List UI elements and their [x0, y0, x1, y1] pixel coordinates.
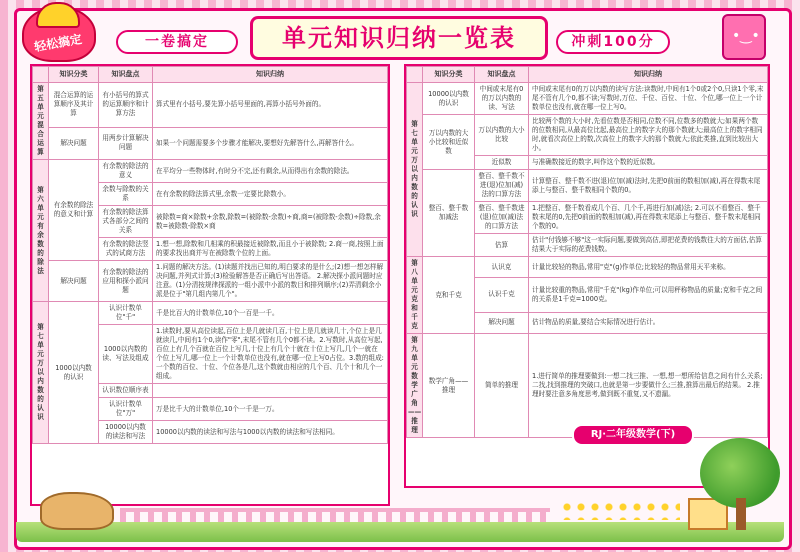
left-header-row	[33, 67, 388, 83]
header-point: 知识盘点	[475, 67, 529, 83]
table-row	[33, 302, 388, 325]
cube-mascot-icon: •‿•	[722, 14, 766, 60]
point-cell: 有余数的除法算式各部分之间的关系	[99, 206, 153, 238]
unit-cell: 第七单元 万以内数的认识	[33, 302, 49, 444]
table-row	[407, 170, 768, 202]
point-cell: 估算	[475, 234, 529, 257]
header-blank	[407, 67, 423, 83]
summary-cell: 1.想一想,除数和几相乘的积最接近被除数,而且小于被除数; 2.商一商,按照上面的要求找出商并写在被除数个位的上面。	[153, 238, 388, 261]
summary-cell: 1.把整百、整千数看成几个百、几个千,再进行加(减)法; 2.可以不看整百、整千数末尾的0,先把0前面的数相加(减),再在得数末尾添上与整百、整千数末尾相同个数的0。	[529, 202, 768, 234]
point-cell: 解决问题	[475, 312, 529, 333]
summary-cell: 计算整百、整千数不进(退)位加(减)法时,先把0前面的数相加(减),再在得数末尾添上与整百、整千数相同个数的0。	[529, 170, 768, 202]
point-cell: 认识数位顺序表	[99, 384, 153, 398]
summary-cell: 比较两个数的大小时,先看位数是否相同,位数不同,位数多的数就大;如果两个数的位数相同,从最高位比起,最高位上的数字大的那个数就大;最高位上的数字相同时,就看次高位上的数,次高位上的数字大的那个数就大;依此类推,直到比较出大小。	[529, 115, 768, 156]
unit-cell: 第九单元 数学广角——推理	[407, 334, 423, 438]
summary-cell: 万是比千大的计数单位,10个一千是一万。	[153, 398, 388, 421]
point-cell: 认识千克	[475, 278, 529, 313]
point-cell: 有余数的除法的应用和探小派问题	[99, 261, 153, 302]
point-cell: 余数与除数的关系	[99, 183, 153, 206]
table-row	[407, 83, 768, 115]
point-cell: 用两步计算解决问题	[99, 127, 153, 159]
point-cell: 认识克	[475, 257, 529, 278]
summary-cell: 估计物品的质量,要结合实际情况进行估计。	[529, 312, 768, 333]
header-summary: 知识归纳	[153, 67, 388, 83]
table-row	[407, 115, 768, 156]
header-point: 知识盘点	[99, 67, 153, 83]
left-knowledge-table	[32, 66, 388, 444]
summary-cell: 在平均分一些物体时,有时分不完,还有剩余,从而得出有余数的除法。	[153, 160, 388, 183]
point-cell: 近似数	[475, 156, 529, 170]
point-cell: 10000以内数的读法和写法	[99, 421, 153, 444]
category-cell: 1000以内数的认识	[49, 302, 99, 444]
summary-cell: 算式里有小括号,要先算小括号里面的,再算小括号外面的。	[153, 83, 388, 128]
point-cell: 简单的推理	[475, 334, 529, 438]
point-cell: 整百、整千数不进(退)位加(减)法的口算方法	[475, 170, 529, 202]
summary-cell: 1.进行简单的推理要做到:一想二找三推、一想,想一想所给信息之间有什么关系;二找,找到推理的突破口,也就是第一步要做什么;三推,推算出最后的结果。 2.推理时要注意多角度思考,做到既不重复,又不遗漏。	[529, 334, 768, 438]
point-cell: 1000以内数的读、写法及组成	[99, 325, 153, 384]
category-cell: 数学广角——推理	[423, 334, 475, 438]
summary-cell: 10000以内数的读法和写法与1000以内数的读法和写法相同。	[153, 421, 388, 444]
category-cell: 混合运算的运算顺序及其计算	[49, 83, 99, 128]
unit-cell: 第六单元 有余数的除法	[33, 160, 49, 302]
summary-cell: 在有余数的除法算式里,余数一定要比除数小。	[153, 183, 388, 206]
right-slogan: 冲刺100分	[556, 30, 670, 54]
point-cell: 认识计数单位"千"	[99, 302, 153, 325]
summary-cell: 被除数=商×除数+余数,除数=(被除数-余数)÷商,商=(被除数-余数)÷除数,余数=被除数-除数×商	[153, 206, 388, 238]
category-cell: 克和千克	[423, 257, 475, 334]
header-category: 知识分类	[49, 67, 99, 83]
grass-decoration	[16, 522, 784, 542]
category-cell: 解决问题	[49, 261, 99, 302]
unit-cell: 第八单元 克和千克	[407, 257, 423, 334]
left-table-body	[33, 83, 388, 444]
summary-cell: 中间或末尾有0的万以内数的读写方法:读数时,中间有1个0或2个0,只读1个零,末尾不管有几个0,都不读;写数时,万位、千位、百位、十位、个位,哪一位上一个计数单位也没有,就在哪一位上写0。	[529, 83, 768, 115]
point-cell: 有小括号的算式的运算顺序和计算方法	[99, 83, 153, 128]
badge-label: 轻松搞定	[33, 31, 83, 55]
left-table-panel	[30, 64, 390, 506]
category-cell: 有余数的除法的意义和计算	[49, 160, 99, 261]
unit-cell: 第七单元 万以内数的认识	[407, 83, 423, 257]
grade-tag: RJ·二年级数学(下)	[572, 424, 694, 446]
summary-cell: 计量比较轻的物品,常用"克"(g)作单位;比较轻的物品常用天平来称。	[529, 257, 768, 278]
summary-cell: 1.问题的解决方法。(1)读题并找出已知的,明白要求的是什么;(2)想一想怎样解决问题,并列式计算;(3)检验解答是否正确后写出答语。 2.解决探小派问题时应注意。(1)分清按规律探派的一组小派中小派的数目和排列顺序;(2)弄清剩余小派是位于"第几组内第几个"。	[153, 261, 388, 302]
flowers-icon	[560, 500, 680, 520]
summary-cell	[153, 384, 388, 398]
point-cell: 认识计数单位"万"	[99, 398, 153, 421]
table-row	[407, 257, 768, 278]
unit-cell: 第五单元 混合运算	[33, 83, 49, 160]
right-knowledge-table	[406, 66, 768, 438]
point-cell: 有余数的除法的意义	[99, 160, 153, 183]
table-row	[33, 160, 388, 183]
summary-cell: 1.读数时,要从高位读起,百位上是几就读几百,十位上是几就读几十,个位上是几就读几,中间有1个0,读作"零",末尾不管有几个0都不读。2.写数时,从高位写起,百位上有几个百就在百位上写几,十位上有几个十就在十位上写几,几个一就在个位上写几,哪一位上一个计数单位也没有,就在哪一位上写0占位。3.数的组成:一个数的百位、十位、个位各是几,这个数就由相应的几个百、几个十和几个一组成。	[153, 325, 388, 384]
point-cell: 有余数的除法竖式的试商方法	[99, 238, 153, 261]
category-cell: 10000以内数的认识	[423, 83, 475, 115]
right-table-body	[407, 83, 768, 438]
tree-trunk-icon	[736, 498, 746, 530]
summary-cell: 计量比较重的物品,常用"千克"(kg)作单位;可以用秤称物品的质量;克和千克之间的关系是1千克=1000克。	[529, 278, 768, 313]
table-row	[33, 127, 388, 159]
summary-cell: 千是比百大的计数单位,10个一百是一千。	[153, 302, 388, 325]
summary-cell: 如果一个问题需要多个步骤才能解决,要想好先解答什么,再解答什么。	[153, 127, 388, 159]
header-summary: 知识归纳	[529, 67, 768, 83]
point-cell: 中间或末尾有0的万以内数的读、写法	[475, 83, 529, 115]
dog-icon	[40, 492, 114, 530]
page-title: 单元知识归纳一览表	[250, 16, 548, 60]
header-blank	[33, 67, 49, 83]
category-cell: 解决问题	[49, 127, 99, 159]
category-cell: 整百、整千数加减法	[423, 170, 475, 257]
table-row	[33, 83, 388, 128]
header-category: 知识分类	[423, 67, 475, 83]
table-row	[407, 334, 768, 438]
table-row	[33, 261, 388, 302]
summary-cell: 与准确数接近的数字,叫作这个数的近似数。	[529, 156, 768, 170]
right-header-row	[407, 67, 768, 83]
point-cell: 万以内数的大小比较	[475, 115, 529, 156]
category-cell: 万以内数的大小比较和近似数	[423, 115, 475, 170]
left-slogan: 一卷搞定	[116, 30, 238, 54]
point-cell: 整百、整千数进(退)位加(减)法的口算方法	[475, 202, 529, 234]
summary-cell: 估计"付钱够不够"这一实际问题,要做到高估,即把花费的钱数往大的方面估,估算结果大于实际的花费钱数。	[529, 234, 768, 257]
